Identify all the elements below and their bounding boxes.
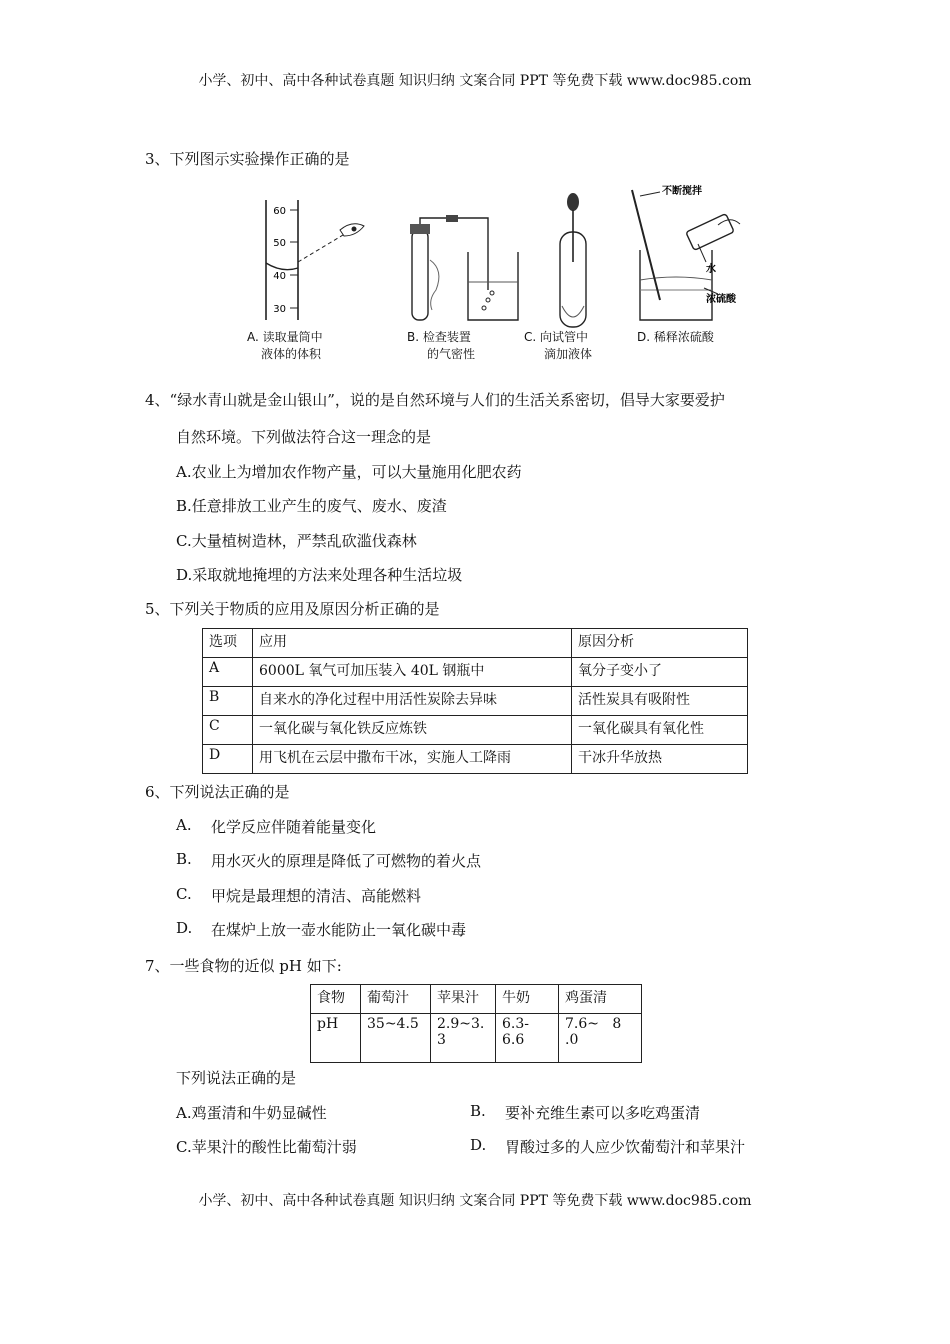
cylinder-illustration [266,200,364,320]
table-cell: B [203,687,253,716]
header-cell: 选项 [203,629,253,658]
q6-option-d-letter: D. [176,919,193,937]
q4-option-a: A.农业上为增加农作物产量，可以大量施用化肥农药 [176,463,522,481]
table-cell: 用飞机在云层中撒布干冰，实施人工降雨 [253,745,572,774]
table-cell: 活性炭具有吸附性 [572,687,748,716]
q4-option-c: C.大量植树造林，严禁乱砍滥伐森林 [176,532,417,550]
page-header: 小学、初中、高中各种试卷真题 知识归纳 文案合同 PPT 等免费下载 www.doc985.com [198,73,752,89]
tick-50: 50 [273,238,286,249]
table-row [311,1014,642,1063]
q6-option-a: 化学反应伴随着能量变化 [211,818,377,836]
tick-30: 30 [273,304,286,315]
q6-option-c-letter: C. [176,885,192,903]
figure-label-c: C. 向试管中 滴加液体 [524,330,593,361]
q4-stem-line1: 4、“绿水青山就是金山银山”，说的是自然环境与人们的生活关系密切，倡导大家要爱护 [145,391,725,409]
header-cell: 鸡蛋清 [559,985,642,1014]
table-cell: 氧分子变小了 [572,658,748,687]
q5-table [202,628,748,774]
header-cell: 葡萄汁 [361,985,431,1014]
q7-option-a: A.鸡蛋清和牛奶显碱性 [176,1104,327,1122]
q6-option-b-letter: B. [176,850,192,868]
q3-stem: 3、下列图示实验操作正确的是 [145,150,350,168]
callout-water: 水 [706,264,716,275]
q7-sub: 下列说法正确的是 [176,1069,297,1087]
table-header-row [311,985,642,1014]
tick-40: 40 [273,271,286,282]
table-header-row [203,629,748,658]
q7-option-c: C.苹果汁的酸性比葡萄汁弱 [176,1138,357,1156]
page-footer: 小学、初中、高中各种试卷真题 知识归纳 文案合同 PPT 等免费下载 www.doc985.com [198,1193,752,1209]
table-cell: 2.9~3. 3 [431,1014,496,1063]
q6-option-c: 甲烷是最理想的清洁、高能燃料 [211,887,422,905]
q6-option-b: 用水灭火的原理是降低了可燃物的着火点 [211,852,482,870]
airtightness-illustration [410,215,518,320]
header-cell: 应用 [253,629,572,658]
table-cell: 6000L 氧气可加压装入 40L 钢瓶中 [253,658,572,687]
header-cell: 原因分析 [572,629,748,658]
table-row [203,745,748,774]
q7-ph-table [310,984,642,1063]
tick-60: 60 [273,206,286,217]
table-cell: C [203,716,253,745]
table-row [203,658,748,687]
table-cell: 自来水的净化过程中用活性炭除去异味 [253,687,572,716]
q6-option-a-letter: A. [176,816,192,834]
header-cell: 苹果汁 [431,985,496,1014]
q4-stem-line2: 自然环境。下列做法符合这一理念的是 [176,428,432,446]
figure-label-b: B. 检查装置 的气密性 [407,330,476,361]
table-cell: 7.6~ 8 .0 [559,1014,642,1063]
q7-option-d-letter: D. [470,1136,487,1154]
q7-option-b-letter: B. [470,1102,486,1120]
table-cell: A [203,658,253,687]
q4-option-b: B.任意排放工业产生的废气、废水、废渣 [176,497,447,515]
table-cell: pH [311,1014,361,1063]
q5-stem: 5、下列关于物质的应用及原因分析正确的是 [145,600,440,618]
callout-stir: 不断搅拌 [662,186,702,197]
table-cell: 干冰升华放热 [572,745,748,774]
q7-option-d: 胃酸过多的人应少饮葡萄汁和苹果汁 [505,1138,746,1156]
header-cell: 食物 [311,985,361,1014]
dilution-illustration [632,184,740,320]
table-cell: D [203,745,253,774]
table-cell: 6.3- 6.6 [496,1014,559,1063]
callout-acid: 浓硫酸 [706,294,736,305]
q4-option-d: D.采取就地掩埋的方法来处理各种生活垃圾 [176,566,463,584]
q6-option-d: 在煤炉上放一壶水能防止一氧化碳中毒 [211,921,467,939]
q7-stem: 7、一些食物的近似 pH 如下: [145,957,342,975]
table-row [203,716,748,745]
table-cell: 35~4.5 [361,1014,431,1063]
figure-label-a: A. 读取量筒中 液体的体积 [247,330,323,361]
q6-stem: 6、下列说法正确的是 [145,783,290,801]
table-cell: 一氧化碳与氧化铁反应炼铁 [253,716,572,745]
header-cell: 牛奶 [496,985,559,1014]
table-row [203,687,748,716]
figure-label-d: D. 稀释浓硫酸 [637,330,714,344]
table-cell: 一氧化碳具有氧化性 [572,716,748,745]
dropper-illustration [560,193,586,327]
q7-option-b: 要补充维生素可以多吃鸡蛋清 [505,1104,701,1122]
